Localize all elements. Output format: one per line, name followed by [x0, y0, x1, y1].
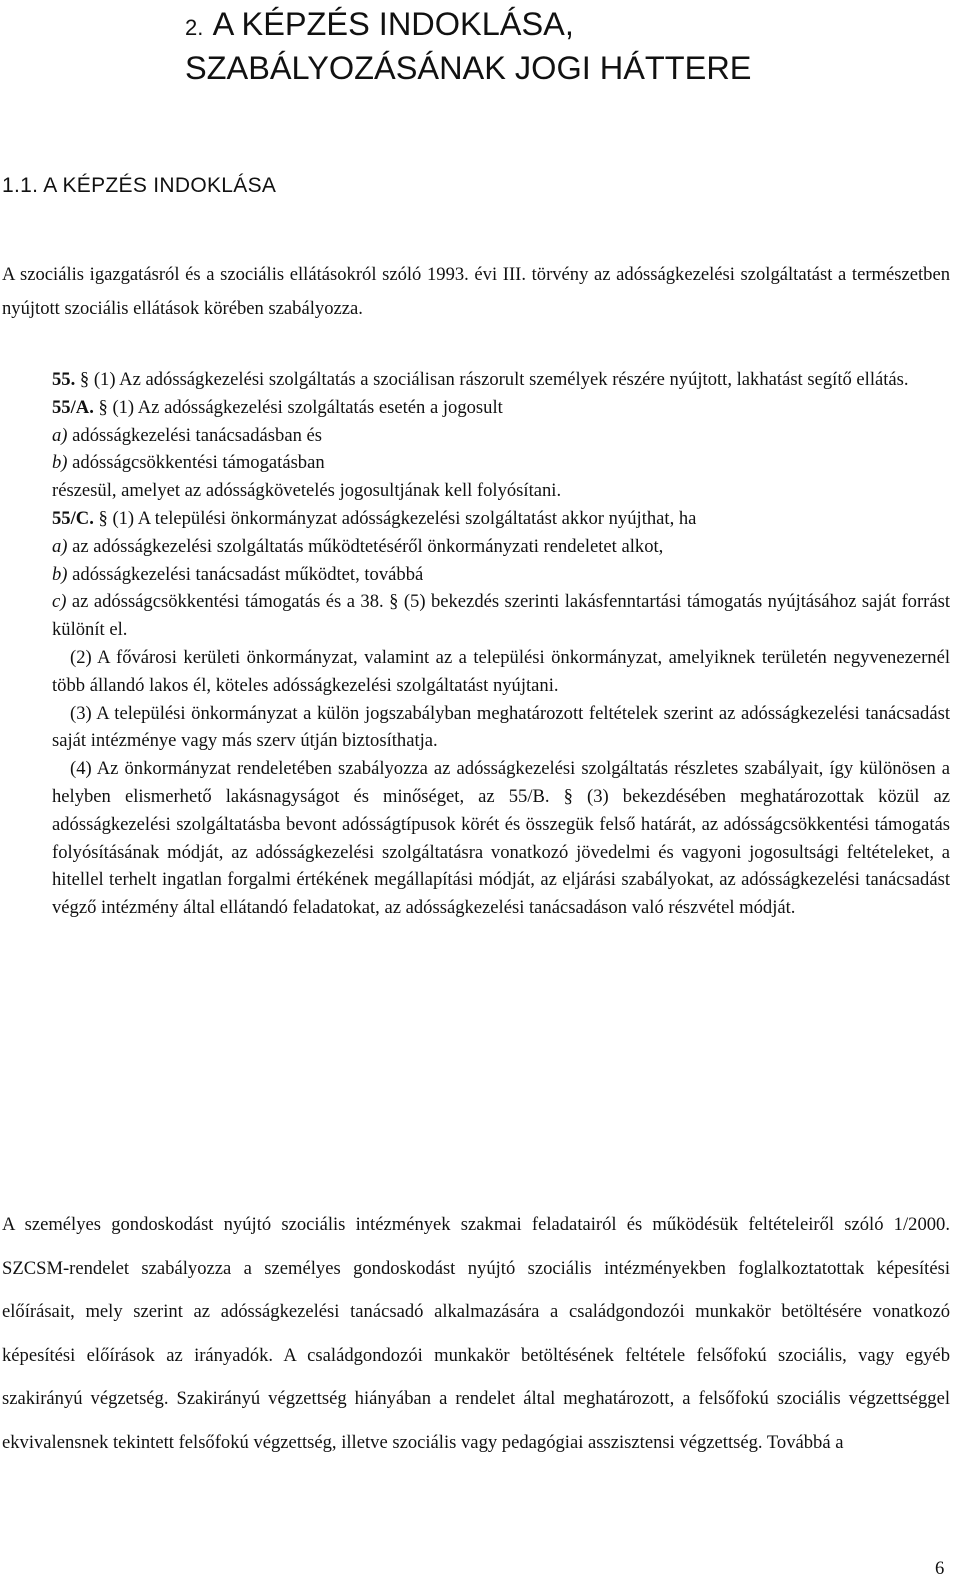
- point-text: az adósságkezelési szolgáltatás működtetéséről önkormányzati rendeletet alkot,: [72, 535, 664, 557]
- point-text: adósságkezelési tanácsadásban és: [72, 424, 323, 446]
- law-subsection-2: (2) A fővárosi kerületi önkormányzat, valamint az a települési önkormányzat, amelyiknek területén negyvenezernél több állandó lakos él, köteles adósságkezelési szolgáltatást nyújtani.: [52, 646, 950, 696]
- closing-paragraph: A személyes gondoskodást nyújtó szociális intézmények szakmai feladatairól és működésük feltételeiről szóló 1/2000. SZCSM-rendelet szabályozza a személyes gondoskodást nyújtó szociális intézményekben foglalkoztatottak képesítési előírásait, mely szerint az adósságkezelési tanácsadó alkalmazására a családgondozói munkakör betöltésére vonatkozó képesítési előírások az irányadók. A családgondozói munkakör betöltésének feltétele felsőfokú szociális, vagy egyéb szakirányú végzetség. Szakirányú végzettség hiányában a rendelet által meghatározott, a felsőfokú szociális végzettséggel ekvivalensnek tekintett felsőfokú végzettség, illetve szociális vagy pedagógiai asszisztensi végzettség. Továbbá a: [2, 1214, 950, 1453]
- intro-paragraph: A szociális igazgatásról és a szociális ellátásokról szóló 1993. évi III. törvény az adósságkezelési szolgáltatást a természetben nyújtott szociális ellátások körében szabályozza.: [2, 264, 950, 319]
- law-excerpt: [52, 366, 950, 922]
- section-text: § (1) Az adósságkezelési szolgáltatás esetén a jogosult: [98, 396, 503, 418]
- law-section-55: [52, 366, 950, 394]
- section-text: § (1) Az adósságkezelési szolgáltatás a szociálisan rászorult személyek részére nyújtott, lakhatást segítő ellátás.: [79, 369, 909, 390]
- point-text: adósságcsökkentési támogatásban: [72, 452, 325, 474]
- law-point: [52, 449, 950, 477]
- law-section-55a-end: részesül, amelyet az adósságkövetelés jogosultjának kell folyósítani.: [52, 480, 562, 502]
- law-section-55c: [52, 505, 950, 533]
- point-marker: a): [52, 535, 68, 557]
- law-point: [52, 588, 950, 644]
- law-subsection-4: (4) Az önkormányzat rendeletében szabályozza az adósságkezelési szolgáltatás részletes szabályait, így különösen a helyben elismerhető lakásnagyságot és minőséget, az 55/B. § (3) bekezdésében meghatározottak közül az adósságkezelési szolgáltatásba bevont adósságtípusok körét és összegük felső határát, az adósságcsökkentési támogatás folyósításának módját, az adósságkezelési szolgáltatásra vonatkozó jövedelmi és vagyoni jogosultsági feltételeket, a hitellel terhelt ingatlan forgalmi értékének megállapítási módját, az eljárási szabályokat, az adósságkezelési tanácsadást végző intézmény által ellátandó feladatokat, az adósságkezelési tanácsadáson való részvétel módját.: [52, 758, 950, 919]
- page-number: 6: [935, 1558, 945, 1579]
- section-number: 55/C.: [52, 507, 94, 529]
- law-point: [52, 422, 950, 450]
- section-text: § (1) A települési önkormányzat adósságkezelési szolgáltatást akkor nyújthat, ha: [98, 507, 697, 529]
- chapter-title-line2: SZABÁLYOZÁSÁNAK JOGI HÁTTERE: [185, 50, 752, 86]
- section-heading: 1.1. A KÉPZÉS INDOKLÁSA: [2, 174, 277, 197]
- point-text: adósságkezelési tanácsadást működtet, továbbá: [72, 563, 424, 585]
- section-number: 55.: [52, 369, 76, 390]
- point-marker: b): [52, 563, 68, 585]
- section-number: 55/A.: [52, 396, 94, 418]
- chapter-number: 2.: [185, 15, 204, 40]
- law-point: [52, 533, 950, 561]
- point-text: az adósságcsökkentési támogatás és a 38. § (5) bekezdés szerinti lakásfenntartási támogatás nyújtásához saját forrást különít el.: [52, 591, 950, 641]
- law-point: [52, 561, 950, 589]
- law-subsection-3: (3) A települési önkormányzat a külön jogszabályban meghatározott feltételek szerint az adósságkezelési tanácsadást saját intézménye vagy más szerv útján biztosíthatja.: [52, 702, 950, 752]
- point-marker: a): [52, 424, 68, 446]
- point-marker: b): [52, 452, 68, 474]
- law-section-55a: [52, 394, 950, 422]
- chapter-heading-line1: [185, 4, 825, 48]
- point-marker: c): [52, 591, 67, 613]
- chapter-heading: [185, 4, 825, 88]
- chapter-title-line1: A KÉPZÉS INDOKLÁSA,: [212, 6, 574, 42]
